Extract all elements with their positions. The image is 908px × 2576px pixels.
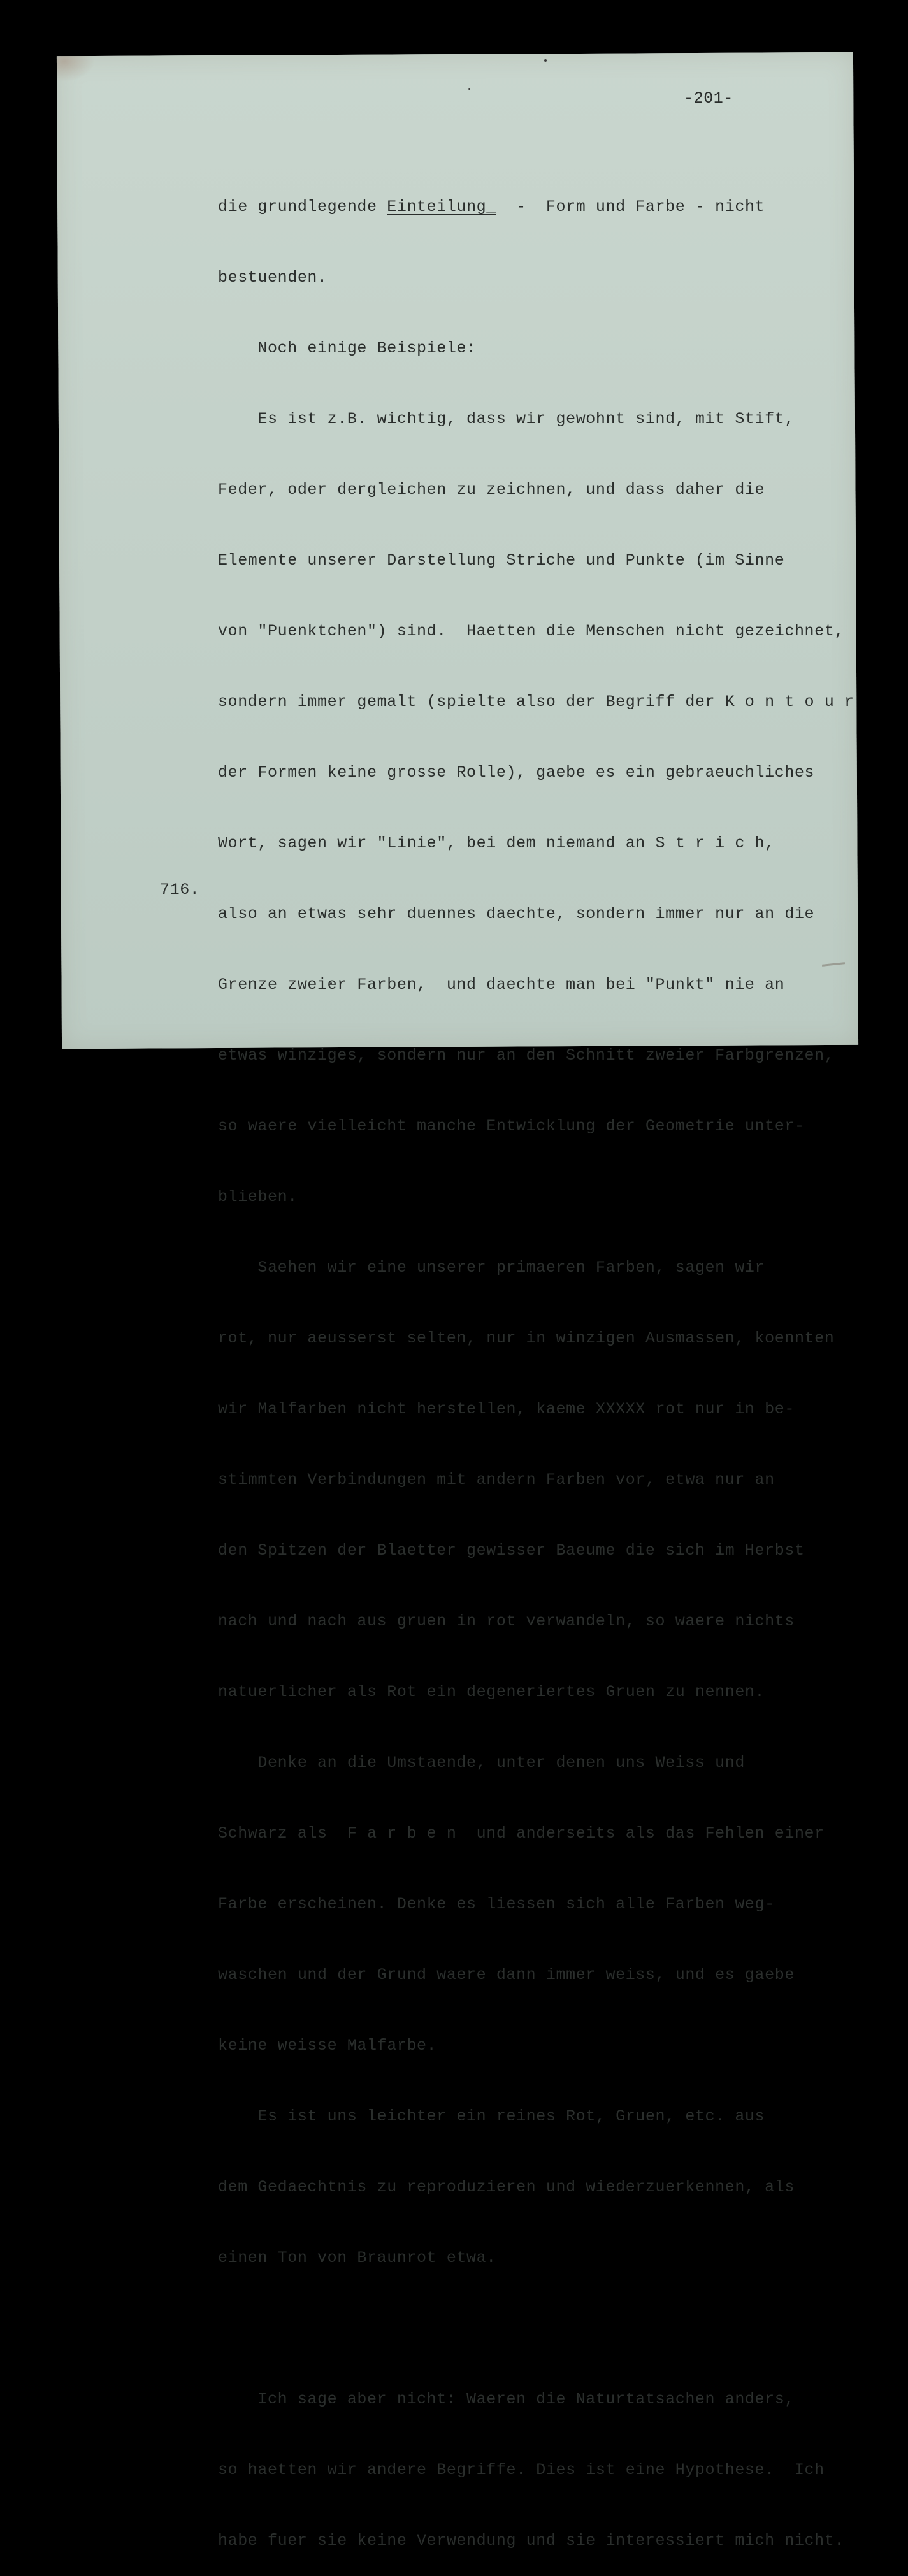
text-line: nach und nach aus gruen in rot verwandeln, so waere nichts — [218, 1612, 795, 1630]
underlined-word: Einteilung_ — [387, 198, 496, 216]
text-line: waschen und der Grund waere dann immer weiss, und es gaebe — [218, 1966, 795, 1984]
text-line: habe fuer sie keine Verwendung und sie interessiert mich nicht. — [218, 2531, 844, 2550]
text-line: Es ist uns leichter ein reines Rot, Gruen, etc. aus — [218, 2107, 765, 2126]
text-line: Farbe erscheinen. Denke es liessen sich alle Farben weg- — [218, 1895, 775, 1913]
text-line: rot, nur aeusserst selten, nur in winzigen Ausmassen, koennten — [218, 1329, 835, 1348]
text-line: natuerlicher als Rot ein degeneriertes Gruen zu nennen. — [218, 1683, 765, 1701]
text-line: von "Puenktchen") sind. Haetten die Menschen nicht gezeichnet, — [218, 622, 844, 640]
text-line: keine weisse Malfarbe. — [218, 2036, 437, 2055]
text-line: den Spitzen der Blaetter gewisser Baeume die sich im Herbst — [218, 1541, 805, 1560]
text-line: Feder, oder dergleichen zu zeichnen, und dass daher die — [218, 480, 765, 499]
text-line: dem Gedaechtnis zu reproduzieren und wiederzuerkennen, als — [218, 2178, 795, 2196]
text-line: Wort, sagen wir "Linie", bei dem niemand an S t r i c h, — [218, 834, 775, 853]
page-number: -201- — [684, 89, 734, 108]
text-line: der Formen keine grosse Rolle), gaebe es ein gebraeuchliches — [218, 763, 815, 782]
body-text — [218, 148, 854, 2576]
paper-stain — [57, 56, 95, 82]
text-line: Elemente unserer Darstellung Striche und Punkte (im Sinne — [218, 551, 785, 570]
text-line: bestuenden. — [218, 268, 328, 287]
text-line: Schwarz als F a r b e n und anderseits als das Fehlen einer — [218, 1824, 825, 1843]
text-line: so haetten wir andere Begriffe. Dies ist eine Hypothese. Ich — [218, 2461, 825, 2479]
text-line: einen Ton von Braunrot etwa. — [218, 2249, 496, 2267]
ink-dot — [468, 88, 470, 90]
text-line: Saehen wir eine unserer primaeren Farben, sagen wir — [218, 1258, 765, 1277]
text-line: die grundlegende Einteilung_ - Form und Farbe - nicht — [218, 198, 765, 216]
text-line: etwas winziges, sondern nur an den Schnitt zweier Farbgrenzen, — [218, 1046, 835, 1065]
text-line: Noch einige Beispiele: — [218, 339, 477, 357]
text-line: stimmten Verbindungen mit andern Farben vor, etwa nur an — [218, 1471, 775, 1489]
paragraph-number: 716. — [160, 881, 200, 899]
text-line: Es ist z.B. wichtig, dass wir gewohnt sind, mit Stift, — [218, 410, 795, 428]
text-line: blieben. — [218, 1188, 298, 1206]
text-line: sondern immer gemalt (spielte also der Begriff der K o n t o u r — [218, 693, 854, 711]
text-line: Grenze zweier Farben, und daechte man bei "Punkt" nie an — [218, 975, 785, 994]
text-line: also an etwas sehr duennes daechte, sondern immer nur an die — [218, 905, 815, 923]
text-line — [218, 2317, 854, 2340]
text-line: wir Malfarben nicht herstellen, kaeme XXXXX rot nur in be- — [218, 1400, 795, 1418]
text-line: Ich sage aber nicht: Waeren die Naturtatsachen anders, — [218, 2390, 795, 2408]
ink-dot — [544, 59, 547, 62]
text-line: Denke an die Umstaende, unter denen uns Weiss und — [218, 1753, 745, 1772]
text-line: so waere vielleicht manche Entwicklung der Geometrie unter- — [218, 1117, 805, 1135]
